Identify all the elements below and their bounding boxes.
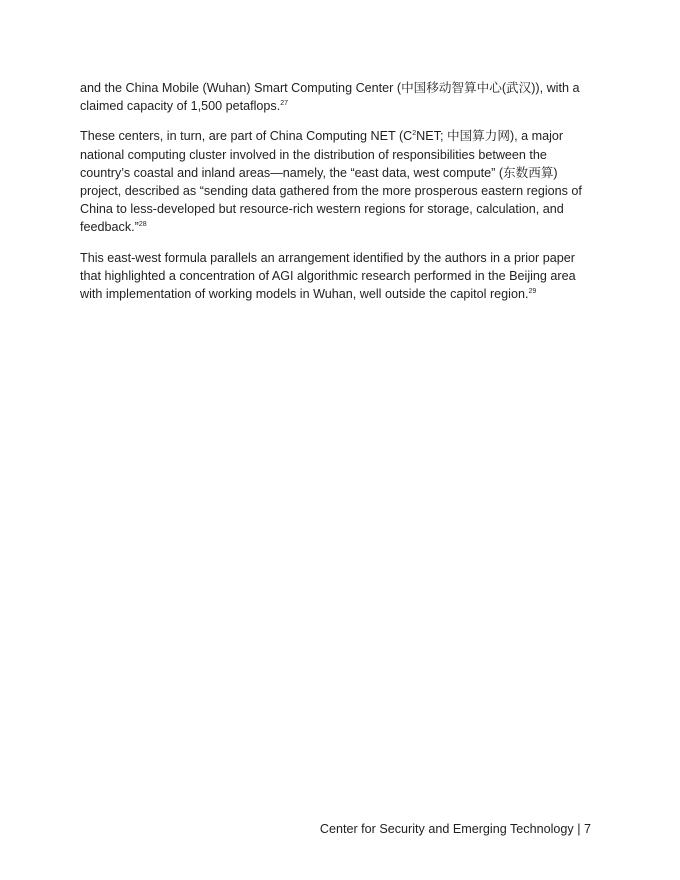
paragraph-1-chinese-center-name: 中国移动智算中心 xyxy=(401,80,502,95)
paragraph-1-text-b: ( xyxy=(501,81,507,95)
paragraph-1-text-c: )), with a claimed capacity of 1,500 petaflops. xyxy=(80,81,580,114)
paragraph-2-text-c: ), a major national computing cluster involved in the distribution of responsibilities between the country’s coastal and inland areas—namely, the “east data, west compute” ( xyxy=(80,129,564,180)
paragraph-2 xyxy=(80,127,595,236)
paragraph-3-text: This east-west formula parallels an arrangement identified by the authors in a prior paper that highlighted a concentration of AGI algorithmic research performed in the Beijing area with implementation of working models in Wuhan, well outside the capitol region. xyxy=(80,250,576,302)
document-body xyxy=(80,79,595,315)
paragraph-2-chinese-east-data-west-compute: 东数西算 xyxy=(503,164,554,180)
paragraph-3 xyxy=(80,249,595,304)
paragraph-1-chinese-wuhan: 武汉 xyxy=(506,80,532,95)
footnote-ref-27[interactable]: 27 xyxy=(280,100,289,108)
paragraph-2-chinese-computing-net: 中国算力网 xyxy=(446,128,510,144)
footnote-ref-29[interactable]: 29 xyxy=(528,287,537,295)
paragraph-1 xyxy=(80,79,595,115)
paragraph-1-text-a: and the China Mobile (Wuhan) Smart Computing Center ( xyxy=(80,81,402,95)
paragraph-2-text-b: NET; xyxy=(416,129,447,144)
paragraph-2-text-a: These centers, in turn, are part of China Computing NET (C xyxy=(80,129,413,144)
paragraph-2-text-d: ) project, described as “sending data gathered from the more prosperous eastern regions of China to less-developed but resource-rich western regions for storage, calculation, and feedback.” xyxy=(80,165,582,235)
superscript-2: 2 xyxy=(412,130,417,138)
footnote-ref-28[interactable]: 28 xyxy=(138,221,147,229)
page-footer: Center for Security and Emerging Technology | 7 xyxy=(319,822,591,836)
